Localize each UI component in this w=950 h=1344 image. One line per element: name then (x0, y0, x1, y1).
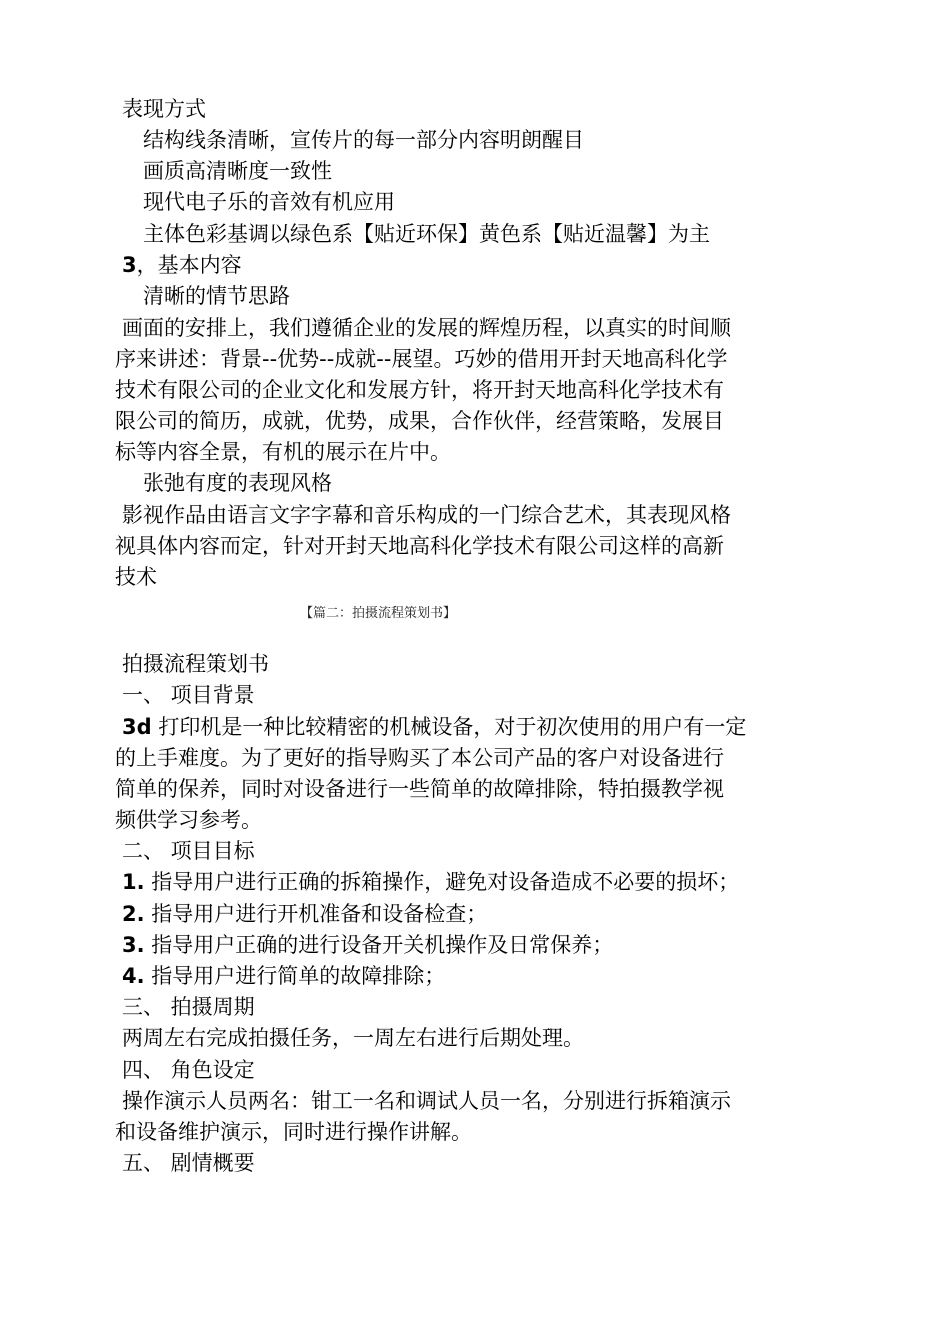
goal-item-3 (122, 930, 842, 961)
section-heading-basic-content (122, 250, 842, 281)
plot-paragraph-line-2: 序来讲述：背景--优势--成就--展望。巧妙的借用开封天地高科化学 (115, 347, 728, 371)
expression-item-2: 画质高清晰度一致性 (143, 159, 332, 183)
expression-item-3: 现代电子乐的音效有机应用 (143, 190, 395, 214)
background-line-4: 频供学习参考。 (115, 808, 262, 832)
style-paragraph-line-1: 影视作品由语言文字字幕和音乐构成的一门综合艺术，其表现风格 (122, 503, 731, 527)
schedule-text: 两周左右完成拍摄任务，一周左右进行后期处理。 (122, 1026, 584, 1050)
subheading-style: 张弛有度的表现风格 (143, 471, 332, 495)
section-heading-expression: 表现方式 (122, 97, 206, 121)
background-line-3: 简单的保养，同时对设备进行一些简单的故障排除，特拍摄教学视 (115, 777, 724, 801)
goal-number: 1. (122, 870, 145, 894)
goal-number: 2. (122, 902, 145, 926)
goal-number: 3. (122, 933, 145, 957)
plot-paragraph-line-4: 限公司的简历，成就，优势，成果，合作伙伴，经营策略，发展目 (115, 409, 724, 433)
goal-text: 指导用户进行开机准备和设备检查； (144, 902, 488, 926)
section-number: 3 (122, 253, 137, 277)
expression-item-4: 主体色彩基调以绿色系【贴近环保】黄色系【贴近温馨】为主 (143, 222, 710, 246)
section-heading-plot-summary: 五、 剧情概要 (122, 1151, 255, 1175)
goal-number: 4. (122, 964, 145, 988)
doc-title: 拍摄流程策划书 (122, 652, 269, 676)
background-line-2: 的上手难度。为了更好的指导购买了本公司产品的客户对设备进行 (115, 746, 724, 770)
goal-text: 指导用户进行正确的拆箱操作，避免对设备造成不必要的损坏； (144, 870, 740, 894)
style-paragraph-line-2: 视具体内容而定，针对开封天地高科化学技术有限公司这样的高新 (115, 534, 724, 558)
goal-item-1 (122, 867, 842, 898)
background-bold-prefix: 3d (122, 715, 152, 739)
plot-paragraph-line-1: 画面的安排上，我们遵循企业的发展的辉煌历程，以真实的时间顺 (122, 316, 731, 340)
plot-paragraph-line-3: 技术有限公司的企业文化和发展方针，将开封天地高科化学技术有 (115, 378, 724, 402)
expression-item-1: 结构线条清晰，宣传片的每一部分内容明朗醒目 (143, 128, 584, 152)
plot-paragraph-line-5: 标等内容全景，有机的展示在片中。 (115, 440, 451, 464)
section-heading-goals: 二、 项目目标 (122, 839, 255, 863)
section-heading-background: 一、 项目背景 (122, 683, 255, 707)
goal-item-2 (122, 899, 842, 930)
subheading-plot: 清晰的情节思路 (143, 284, 290, 308)
goal-text: 指导用户正确的进行设备开关机操作及日常保养； (144, 933, 614, 957)
style-paragraph-line-3: 技术 (115, 565, 157, 589)
part-two-title: 【篇二：拍摄流程策划书】 (300, 606, 457, 621)
background-line-1 (122, 712, 842, 743)
section-heading-roles: 四、 角色设定 (122, 1058, 255, 1082)
roles-line-2: 和设备维护演示，同时进行操作讲解。 (115, 1120, 472, 1144)
goal-item-4 (122, 961, 842, 992)
goal-text: 指导用户进行简单的故障排除； (144, 964, 446, 988)
roles-line-1: 操作演示人员两名：钳工一名和调试人员一名，分别进行拆箱演示 (122, 1089, 731, 1113)
background-line-1-text: 打印机是一种比较精密的机械设备，对于初次使用的用户有一定 (151, 715, 747, 739)
section-heading-schedule: 三、 拍摄周期 (122, 995, 255, 1019)
section-heading-text: ，基本内容 (136, 253, 242, 277)
